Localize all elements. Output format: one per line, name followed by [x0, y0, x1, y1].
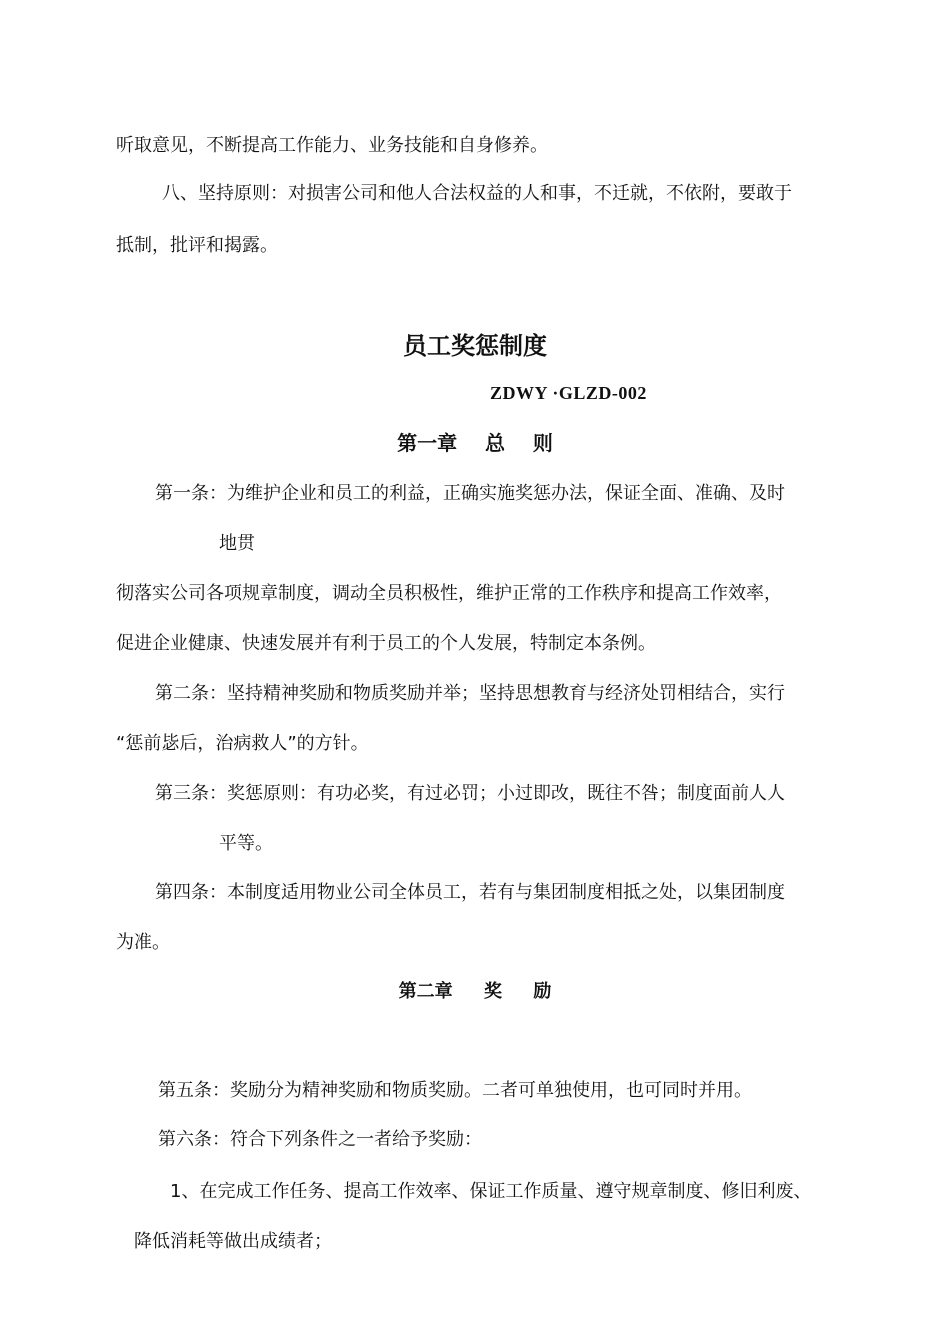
- article-line: 第六条：符合下列条件之一者给予奖励：: [158, 1129, 482, 1150]
- paragraph-line: 抵制，批评和揭露。: [116, 235, 278, 256]
- article-line: “惩前毖后，治病救人”的方针。: [116, 733, 369, 754]
- article-line: 第一条：为维护企业和员工的利益，正确实施奖惩办法，保证全面、准确、及时: [155, 483, 785, 504]
- article-line: 第五条：奖励分为精神奖励和物质奖励。二者可单独使用，也可同时并用。: [158, 1080, 752, 1101]
- document-code: ZDWY ·GLZD-002: [490, 383, 647, 403]
- document-title: 员工奖惩制度: [403, 332, 547, 360]
- article-line: 第三条：奖惩原则：有功必奖，有过必罚；小过即改，既往不咎；制度面前人人: [155, 783, 785, 804]
- paragraph-line: 听取意见，不断提高工作能力、业务技能和自身修养。: [116, 135, 548, 156]
- article-line: 地贯: [219, 533, 255, 554]
- chapter-heading: 第一章 总 则: [397, 431, 553, 455]
- list-item-line: 1、在完成工作任务、提高工作效率、保证工作质量、遵守规章制度、修旧利废、: [170, 1181, 812, 1202]
- article-line: 促进企业健康、快速发展并有利于员工的个人发展，特制定本条例。: [116, 633, 656, 654]
- article-line: 彻落实公司各项规章制度，调动全员积极性，维护正常的工作秩序和提高工作效率，: [116, 583, 782, 604]
- paragraph-line: 八、坚持原则：对损害公司和他人合法权益的人和事，不迁就，不依附，要敢于: [162, 183, 792, 204]
- list-item-line: 降低消耗等做出成绩者；: [134, 1231, 332, 1252]
- chapter-heading: 第二章 奖 励: [398, 981, 552, 1002]
- article-line: 为准。: [116, 932, 170, 953]
- article-line: 第二条：坚持精神奖励和物质奖励并举；坚持思想教育与经济处罚相结合，实行: [155, 683, 785, 704]
- article-line: 平等。: [219, 833, 273, 854]
- article-line: 第四条：本制度适用物业公司全体员工，若有与集团制度相抵之处，以集团制度: [155, 882, 785, 903]
